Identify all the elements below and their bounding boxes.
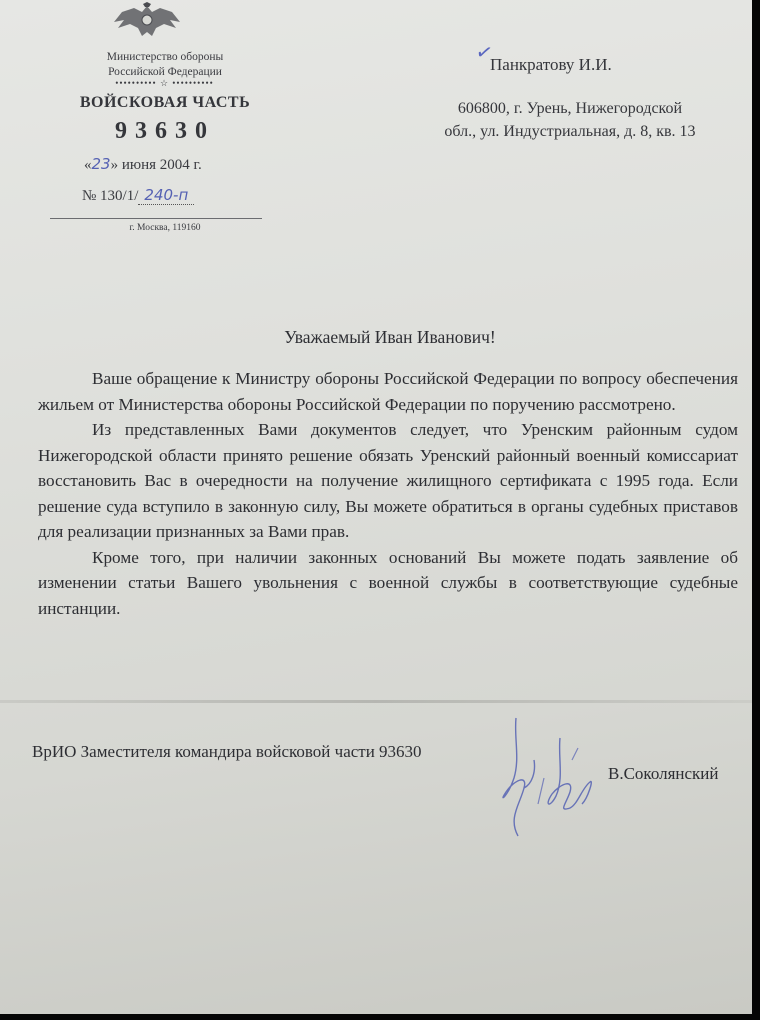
eagle-emblem-icon: [112, 2, 182, 40]
letter-date: [84, 155, 202, 174]
ministry-name: [40, 50, 290, 80]
address-line-2: обл., ул. Индустриальная, д. 8, кв. 13: [444, 123, 696, 140]
sender-city: г. Москва, 119160: [129, 223, 201, 233]
letter-body: [38, 366, 738, 621]
signatory-name: В.Соколянский: [608, 764, 719, 783]
paragraph-3: Кроме того, при наличии законных оснований Вы можете подать заявление об изменении статьи Вашего увольнения с военной службы в соответствующие судебные инстанции.: [38, 547, 738, 618]
reg-handwritten: 240-п: [138, 186, 194, 205]
signatory-title: ВрИО Заместителя командира войсковой части 93630: [32, 742, 422, 761]
recipient-address: [405, 97, 735, 143]
military-unit-number: 93630: [115, 118, 215, 144]
date-day-handwritten: 23: [91, 155, 111, 173]
ministry-line-2: Российской Федерации: [108, 66, 222, 78]
header-divider: [50, 218, 262, 219]
salutation: Уважаемый Иван Иванович!: [284, 327, 496, 347]
ministry-line-1: Министерство обороны: [106, 51, 224, 63]
reg-prefix: № 130/1/: [82, 188, 139, 204]
address-line-1: 606800, г. Урень, Нижегородской: [457, 100, 683, 117]
military-unit-title: ВОЙСКОВАЯ ЧАСТЬ: [79, 94, 251, 111]
registration-number: [82, 186, 194, 205]
decorative-dots: •••••••••• ☆ ••••••••••: [115, 78, 214, 88]
paragraph-2: Из представленных Вами документов следует, что Уренским районным судом Нижегородской области принято решение обязать Уренский районный военный комиссариат восстановить Вас в очередности на получение жилищного сертификата с 1995 года. Если решение суда вступило в законную силу, Вы можете обратиться в органы судебных приставов для реализации признанных за Вами прав.: [38, 420, 738, 541]
paper-fold: [0, 700, 752, 703]
date-open-quote: «: [84, 157, 92, 173]
date-rest: » июня 2004 г.: [110, 157, 202, 173]
checkmark-icon: ✓: [473, 38, 496, 66]
handwritten-signature: [478, 708, 608, 848]
recipient-name: Панкратову И.И.: [490, 55, 612, 74]
paragraph-1: Ваше обращение к Министру обороны Российской Федерации по вопросу обеспечения жильем от Министерства обороны Российской Федерации по поручению рассмотрено.: [38, 369, 738, 414]
